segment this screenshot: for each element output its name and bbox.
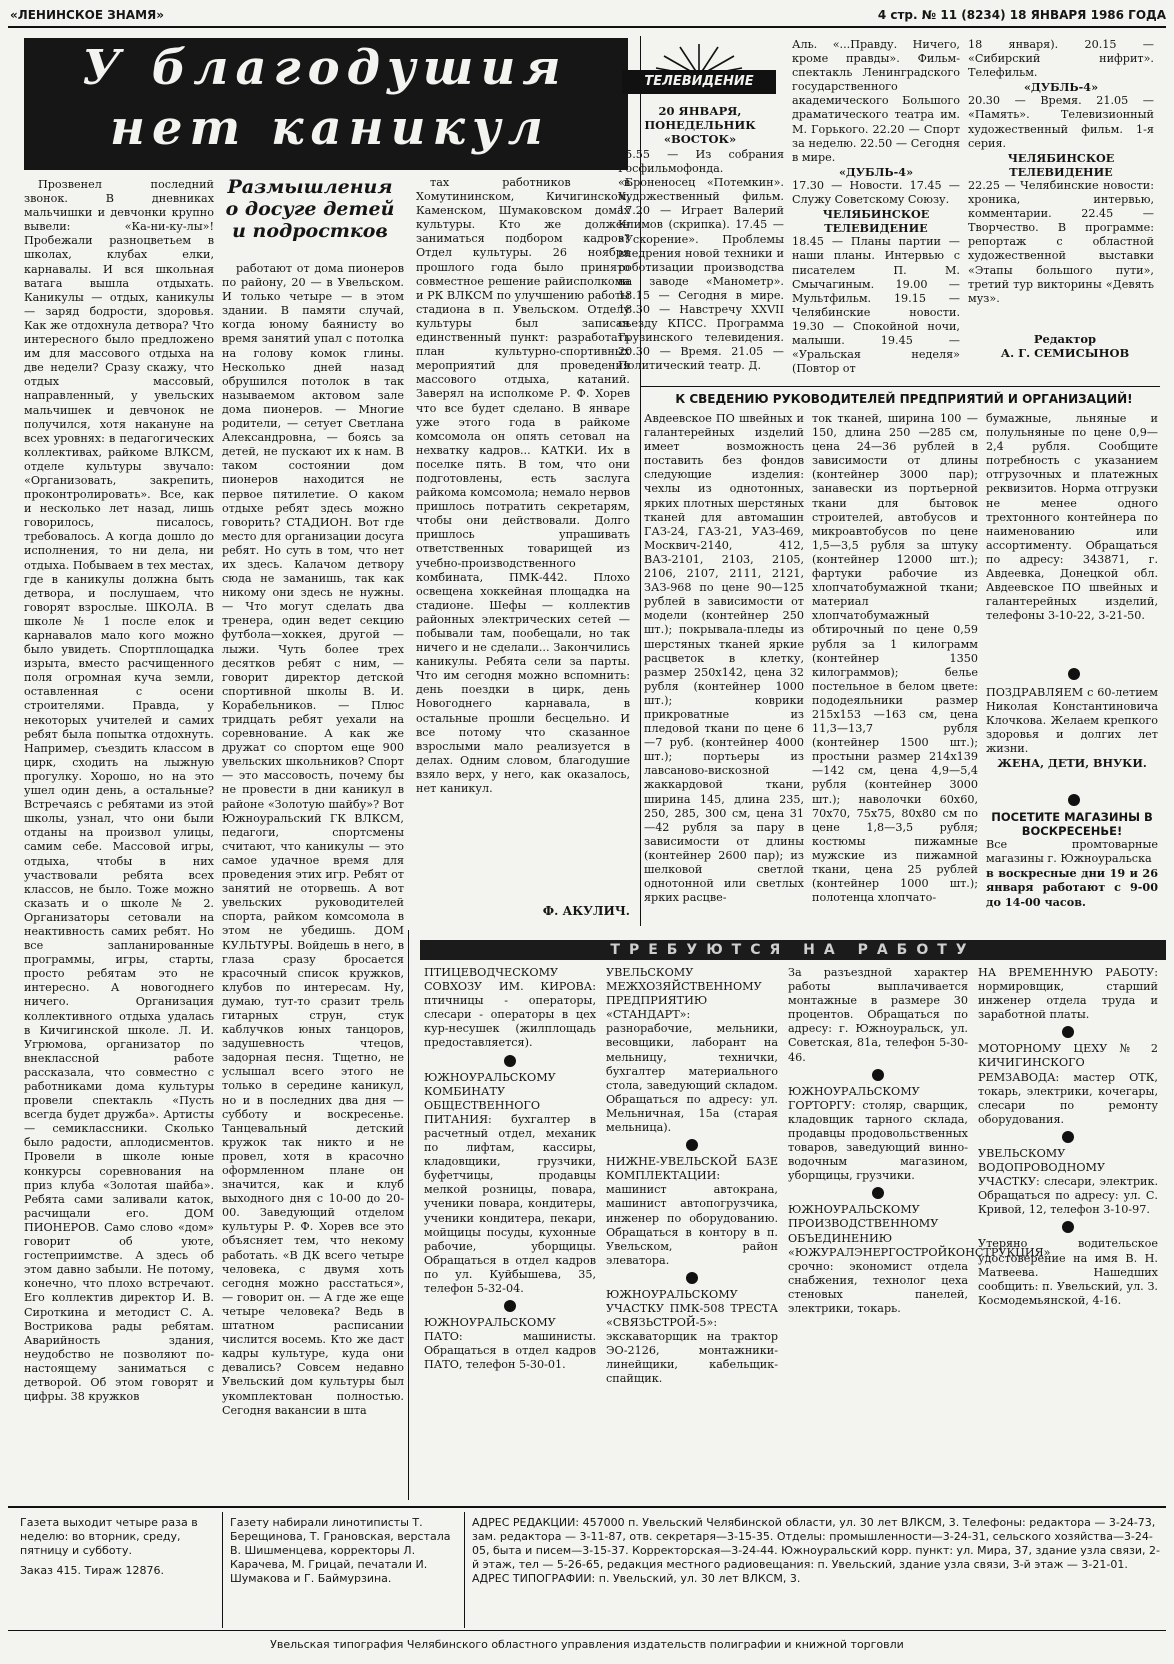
tv-column-3 [968,38,1154,328]
bullet-dot [1068,794,1080,806]
tv-text: 17.30 — Новости. 17.45 — Служу Советскому Союзу. [792,178,960,207]
tv-text: 18.45 — Планы партии — наши планы. Интервью с писателем П. М. Смычагиным. 19.00 — Мультфильм. 19.15 — Челябинские новости. 19.30 — Спокойной ночи, малыши. 19.45 — «Уральская неделя» (Повтор от [792,235,960,376]
required-column-4 [978,966,1158,1500]
editor-name: А. Г. СЕМИСЫНОВ [1000,346,1130,360]
shops-block [986,810,1158,930]
tv-text: 22.25 — Челябинские новости: хроника, интервью, комментарии. 22.45 — Творчество. В программе: репортаж с областной художественной выставки «Этапы большого пути», третий тур викторины «Девять муз». [968,178,1154,305]
shops-hours: в воскресные дни 19 и 26 января работают с 9-00 до 14-00 часов. [986,866,1158,909]
job-ad: ПТИЦЕВОДЧЕСКОМУ СОВХОЗУ ИМ. КИРОВА: птичницы - операторы, слесари - операторы в цех кур-несушек (жилплощадь предоставляется). [424,966,596,1050]
job-ad: ЮЖНОУРАЛЬСКОМУ ГОРТОРГУ: столяр, сварщик, кладовщик тарного склада, продавцы продовольственных товаров, заведующий винно-водочным магазином, уборщицы, грузчики. [788,1084,968,1183]
issue-line: 4 стр. № 11 (8234) 18 ЯНВАРЯ 1986 ГОДА [877,8,1166,22]
job-ad: ЮЖНОУРАЛЬСКОМУ ПРОИЗВОДСТВЕННОМУ ОБЪЕДИНЕНИЮ «ЮЖУРАЛЭНЕРГОСТРОЙКОНСТРУКЦИЯ» срочно: экономист отдела снабжения, технолог цеха стеновых панелей, электрики, токарь. [788,1203,1051,1315]
article-author: Ф. АКУЛИЧ. [542,904,630,918]
tv-channel-heading: «ДУБЛЬ-4» [1023,80,1099,95]
footer-schedule [20,1516,216,1628]
editor-label: Редактор [1033,332,1097,346]
bullet-dot [1068,668,1080,680]
tv-text: 20.30 — Время. 21.05 — «Память». Телевизионный художественный фильм. 1-я серия. [968,94,1154,150]
job-ad: ЮЖНОУРАЛЬСКОМУ ПАТО: машинисты. Обращаться в отдел кадров ПАТО, телефон 5-30-01. [424,1316,596,1372]
congrats-text: ПОЗДРАВЛЯЕМ с 60-летием Николая Константиновича Клочкова. Желаем крепкого здоровья и долгих лет жизни. [986,686,1158,756]
column-rule [464,1512,465,1628]
tv-channel-heading: «ДУБЛЬ-4» [838,164,914,179]
congrats-sign: ЖЕНА, ДЕТИ, ВНУКИ. [997,756,1147,771]
footer-address: АДРЕС РЕДАКЦИИ: 457000 п. Увельский Челябинской области, ул. 30 лет ВЛКСМ, 3. Телефоны: редактора — 3-24-73, зам. редактора — 3-11-87, отв. секретаря—3-15-35. Отделы: промышленности—3-24-31, сельского хозяйства—3-24-05, быта и писем—3-15-37. Корректорская—3-24-44. Южноуральский корр. пункт: ул. Мира, 37, здание узла связи, 2-й этаж, тел — 5-26-65, редакция местного радиовещания: п. Увельский, здание узла связи, 3-й этаж — 3-21-01. АДРЕС ТИПОГРАФИИ: п. Увельский, ул. 30 лет ВЛКСМ, 3. [472,1516,1160,1585]
headline-banner [24,38,628,170]
tv-text: 18 января). 20.15 — «Сибирский нифрит». Телефильм. [968,38,1154,80]
notice-column-3: бумажные, льняные и полульняные по цене 0,9—2,4 рубля. Сообщите потребность с указанием отгрузочных и платежных реквизитов. Норма отгрузки не менее одного трехтонного контейнера по наименованию или ассортименту. Обращаться по адресу: 343871, г. Авдеевка, Донецкой обл. Авдеевское ПО швейных и галантерейных изделий, телефоны 3-10-22, 3-21-50. [986,412,1158,623]
column-rule [222,1512,223,1628]
bullet-dot [1062,1221,1074,1233]
bullet-dot [872,1069,884,1081]
paper-name: «ЛЕНИНСКОЕ ЗНАМЯ» [10,8,165,22]
article-column-1 [24,178,214,1500]
bullet-dot [504,1300,516,1312]
job-ad: ЮЖНОУРАЛЬСКОМУ КОМБИНАТУ ОБЩЕСТВЕННОГО ПИТАНИЯ: бухгалтер в расчетный отдел, механик по лифтам, кассиры, кладовщики, грузчики, буфетчицы, продавцы мелкой розницы, повара, ученики повара, кондитеры, ученики кондитера, пекари, мойщицы посуды, кухонные рабочие, уборщицы. Обращаться в отдел кадров по ул. Куйбышева, 35, телефон 5-32-04. [424,1070,596,1295]
article-column-2 [222,262,404,1500]
tv-date-heading: 20 ЯНВАРЯ, ПОНЕДЕЛЬНИК «ВОСТОК» [644,104,756,146]
job-ad: НИЖНЕ-УВЕЛЬСКОЙ БАЗЕ КОМПЛЕКТАЦИИ: машинист автокрана, машинист автопогрузчика, инженер по оборудованию. Обращаться в контору в п. Увельском, район элеватора. [606,1155,778,1267]
tv-logo [620,40,778,96]
article-text: работают от дома пионеров по району, 20 — в Увельском. И только четыре — в этом здании. В памяти случай, когда юному баянисту во время занятий упал с потолка на голову комок глины. Несколько дней назад обрушился потолок в так называемом актовом зале дома пионеров. — Многие родители, — сетует Светлана Александровна, — боясь за детей, не пускают их к нам. В таком состоянии дом пионеров находится не первое пятилетие. О каком отдыхе ребят здесь можно говорить? СТАДИОН. Вот где место для организации досуга ребят. Но суть в том, что нет их здесь. Калачом детвору сюда не заманишь, так как никому они здесь не нужны. — Что могут сделать два тренера, один ведет секцию футбола—хоккея, другой — лыжи. Чуть более трех десятков ребят с ним, — говорит директор детской спортивной школы В. И. Корабельников. — Плюс тридцать ребят уехали на соревнование. А как же дружат со спортом еще 900 увельских школьников? Спорт — это массовость, почему бы не провести в дни каникул в районе «Золотую шайбу»? Вот Южноуральский ГК ВЛКСМ, педагоги, спортсмены считают, что каникулы — это самое удачное время для проведения этих игр. Ребят от занятий не оторвешь. А вот увельских руководителей спорта, райком комсомола в этом не убедишь. ДОМ КУЛЬТУРЫ. Войдешь в него, в глаза сразу бросается красочный список кружков, клубов по интересам. Ну, думаю, тут-то сразит трель гитарных струн, стук каблучков юных танцоров, задушевность чтецов, задорная песня. Тщетно, не услышал всего этого не только в середине каникул, но и в последних два дня — субботу и воскресенье. Танцевальный детский кружок так никто и не провел, хотя в красочно оформленном плане он значится, как и клуб выходного дня с 10-00 до 20-00. Заведующий отделом культуры Р. Ф. Хорев все это объясняет тем, что некому работать. «В ДК всего четыре человека, с двумя хоть сегодня можно расстаться», — говорит он. — А где же еще четыре человека? Ведь в штатном расписании числится восемь. Кто же даст кадры культуре, куда они девались? Совсем недавно Увельский дом культуры был укомплектован полностью. Сегодня вакансии в шта [222,262,404,1417]
bullet-dot [1062,1026,1074,1038]
editor-block [990,332,1140,360]
bullet-dot [504,1055,516,1067]
article-text: тах работников в Хомутининском, Кичигинском, Каменском, Шумаковском домах культуры. Кто же должен заниматься подбором кадров? Отдел культуры. 26 ноября прошлого года было принято совместное решение райисполкома и РК ВЛКСМ по улучшению работы стадиона в п. Увельском. Отделу культуры был записан единственный пункт: разработать план культурно-спортивных мероприятий для проведения массового отдыха, катаний. Заверял на исполкоме Р. Ф. Хорев что все будет сделано. В январе уже этого года в райкоме комсомола он опять сетовал на нехватку кадров... КАТКИ. Их в поселке пять. В том, что они подготовлены, есть заслуга райкома комсомола; немало нервов пришлось потратить секретарям, чтобы они действовали. Долго пришлось упрашивать ответственных товарищей из учебно-производственного комбината, ПМК-442. Плохо освещена хоккейная площадка на стадионе. Шефы — коллектив районных электрических сетей — побывали там, пообещали, но так ничего и не сделали... Закончились каникулы. Ребята сели за парты. Что им сегодня можно вспомнить: день поездки в цирк, день Новогоднего карнавала, в остальные прошли бесцельно. И все потому что сказанное взрослыми мало реализуется в делах. Одним словом, благодушие взяло верх, у него, как оказалось, нет каникул. [416,176,630,796]
job-ad: МОТОРНОМУ ЦЕХУ № 2 КИЧИГИНСКОГО РЕМЗАВОДА: мастер ОТК, токарь, электрики, кочегары, слесари по ремонту оборудования. [978,1042,1158,1126]
tv-logo-text: ТЕЛЕВИДЕНИЕ [644,74,754,89]
footer-staff: Газету набирали линотиписты Т. Берещинова, Т. Грановская, верстала В. Шишменцева, корректоры Л. Карачева, М. Грицай, печатали И. Шумакова и Г. Баймурзина. [230,1516,451,1585]
print-run: Заказ 415. Тираж 12876. [20,1564,164,1577]
headline-line2: нет каникул [110,100,550,156]
schedule-text: Газета выходит четыре раза в неделю: во вторник, среду, пятницу и субботу. [20,1516,198,1557]
article-text: Прозвенел последний звонок. В дневниках мальчишки и девчонки крупно вывели: «Ка-ни-ку-лы»! Пробежали разноцветьем в школах, клубах елки, карнавалы. И вся школьная ватага вышла отдыхать. Каникулы — отдых, каникулы — заряд бодрости, здоровья. Как же отдохнула детвора? Что интересного было предложено им для массового отдыха на две недели? Сразу скажу, что отдых массовый, направленный, у увельских мальчишек и девчонок не получился, хотя накануне на всех уровнях: в педагогических коллективах, райкоме ВЛКСМ, отделе культуры звучало: «Организовать, закрепить, проконтролировать». Все, как и несколько лет назад, лишь говорилось, писалось, требовалось. А когда дошло до исполнения, то ни дела, ни отдыха. Побываем в тех местах, где в каникулы должна быть детвора, и послушаем, что говорят взрослые. ШКОЛА. В школе № 1 после елок и карнавалов мало кого можно было увидеть. Спортплощадка изрыта, вместо расчищенного поля огромная куча земли, оставленная с осени строителями. Правда, у некоторых учителей и самих ребят была попытка отдохнуть. Например, съездить классом в цирк, сходить на лыжную прогулку. Хорошо, но на это ушел один день, а остальные? Встречаясь с ребятами из этой школы, узнал, что они были отданы на произвол улицы, самим себе. Массовой игры, отдыха, чтобы в них участвовали ребята всех классов, не было. Тоже можно сказать и о школе № 2. Организаторы сетовали на неактивность самих ребят. Но все запланированные программы, игры, старты, просто ребятам это не интересно. А новогоднего ничего. Организация коллективного отдыха удалась в Кичигинской школе. Л. И. Угрюмова, организатор по внеклассной работе рассказала, что совместно с работниками дома культуры провели спектакль «Пусть всегда будет дружба». Артисты — семиклассники. Сколько было радости, аплодисментов. Провели в школе юные конкурсы соревнования на приз клуба «Золотая шайба». Ребята сами заливали каток, расчищали его. ДОМ ПИОНЕРОВ. Само слово «дом» говорит об уюте, гостеприимстве. А здесь об этом давно забыли. Не потому, конечно, что плохо встречают. Его коллектив директор И. В. Сироткина и методист С. А. Вострикова рады ребятам. Аварийность здания, неудобство не позволяют по-настоящему заниматься с детворой. Об этом говорят и цифры. 38 кружков [24,178,214,1404]
bullet-dot [686,1139,698,1151]
headline-line1: У благодушия [82,40,568,96]
required-banner: ТРЕБУЮТСЯ НА РАБОТУ [420,940,1166,960]
tv-channel-heading: ЧЕЛЯБИНСКОЕ ТЕЛЕВИДЕНИЕ [1007,150,1115,179]
required-column-1 [424,966,596,1500]
job-ad: ЮЖНОУРАЛЬСКОМУ УЧАСТКУ ПМК-508 ТРЕСТА «СВЯЗЬСТРОЙ-5»: экскаваторщик на трактор ЭО-2126, монтажники-линейщики, кабельщик-спайщик. [606,1287,778,1386]
notice-column-2: ток тканей, ширина 100 — 150, длина 250 —285 см, цена 24—36 рублей в зависимости от длины (контейнер 3000 пар); занавески из портьерной ткани для бытовок строителей, автобусов и микроавтобусов по цене 1,5—3,5 рубля за штуку (контейнер 12000 шт.); фартуки рабочие из хлопчатобумажной ткани; материал хлопчатобумажный обтирочный по цене 0,59 рубля за 1 килограмм (контейнер 1350 килограммов); белье постельное в белом цвете: пододеяльники размер 215х153 —163 см, цена 11,3—13,7 рубля (контейнер 1500 шт.); простыни размер 214х139—142 см, цена 4,9—5,4 рубля (контейнер 3000 шт.); наволочки 60х60, 70х70, 75х75, 80х80 см по цене 1,8—3,5 рубля; костюмы пижамные мужские из пижамной ткани, цена 25 рублей (контейнер 1000 шт.); полотенца хлопчато- [812,412,978,905]
column-rule [408,930,409,1500]
bullet-dot [1062,1131,1074,1143]
notice-heading: К СВЕДЕНИЮ РУКОВОДИТЕЛЕЙ ПРЕДПРИЯТИЙ И ОРГАНИЗАЦИЙ! [675,392,1133,406]
tv-column-1: 15.55 — Из собрания Госфильмофонда. «Броненосец «Потемкин». Художественный фильм. 17.20 — Играет Валерий Климов (скрипка). 17.45 — «Ускорение». Проблемы внедрения новой техники и роботизации производства на заводе «Манометр». 18.15 — Сегодня в мире. 18.30 — Навстречу XXVII съезду КПСС. Программа Грузинского телевидения. 20.30 — Время. 21.05 — Политический театр. Д. [618,148,784,373]
tv-channel-heading: ЧЕЛЯБИНСКОЕ ТЕЛЕВИДЕНИЕ [822,207,930,236]
tv-text: Аль. «...Правду. Ничего, кроме правды». Фильм-спектакль Ленинградского государственного академического Большого драматического театра им. М. Горького. 22.20 — Спорт за неделю. 22.50 — Сегодня в мире. [792,38,960,164]
job-ad: УВЕЛЬСКОМУ МЕЖХОЗЯЙСТВЕННОМУ ПРЕДПРИЯТИЮ «СТАНДАРТ»: разнорабочие, мельники, весовщики, лаборант на мельницу, технички, бухгалтер материального стола, заведующий складом. Обращаться по адресу: ул. Мельничная, 15а (старая мельница). [606,966,778,1135]
article-column-3 [416,176,630,898]
job-ad: УВЕЛЬСКОМУ ВОДОПРОВОДНОМУ УЧАСТКУ: слесари, электрик. Обращаться по адресу: ул. С. Кривой, 12, телефон 3-10-97. [978,1146,1158,1217]
shops-heading: ПОСЕТИТЕ МАГАЗИНЫ В ВОСКРЕСЕНЬЕ! [991,810,1153,839]
job-ad: НА ВРЕМЕННУЮ РАБОТУ: нормировщик, старший инженер отдела труда и заработной платы. [978,966,1158,1022]
article-subtitle: Размышления о досуге детей и подростков [225,176,395,242]
required-column-3 [788,966,1051,1500]
shops-text: Все промтоварные магазины г. Южноуральска [986,838,1158,866]
tv-column-2 [792,38,960,384]
congrats-block [986,686,1158,786]
job-ad: Утеряно водительское удостоверение на имя В. Н. Матвеева. Нашедших сообщить: п. Увельский, ул. З. Космодемьянской, 4-16. [978,1237,1158,1307]
section-rule [640,386,1160,387]
job-ad: За разъездной характер работы выплачивается монтажные в размере 30 процентов. Обращаться по адресу: г. Южноуральск, ул. Советская, 81а, телефон 5-30-46. [788,966,968,1064]
required-column-2 [606,966,778,1500]
notice-column-1: Авдеевское ПО швейных и галантерейных изделий имеет возможность поставить без фондов следующие изделия: чехлы из однотонных, ярких плотных шерстяных тканей для автомашин ГАЗ-24, ГАЗ-21, УАЗ-469, Москвич-2140, 412, ВАЗ-2101, 2103, 2105, 2106, 2107, 2111, 2121, ЗАЗ-968 по цене 90—125 рублей в зависимости от модели (контейнер 250 шт.); покрывала-пледы из шерстяных тканей яркие расцветок в клетку, размер 250х142, цена 32 рубля (контейнер 1000 шт.); коврики прикроватные из пледовой ткани по цене 6—7 руб. (контейнер 4000 шт.); портьеры из лавсаново-вискозной жаккардовой ткани, ширина 145, длина 235, 250, 285, 300 см, цена 31—42 рубля за пару в зависимости от длины (контейнер 2600 пар); из шелковой светлой однотонной или светлых ярких расцве- [644,412,804,905]
footer-rule [8,1506,1166,1508]
bullet-dot [872,1187,884,1199]
footer-printer: Увельская типография Челябинского областного управления издательств полиграфии и книжной торговли [270,1638,904,1651]
footer-rule [8,1630,1166,1631]
masthead [8,6,1166,28]
bullet-dot [686,1272,698,1284]
